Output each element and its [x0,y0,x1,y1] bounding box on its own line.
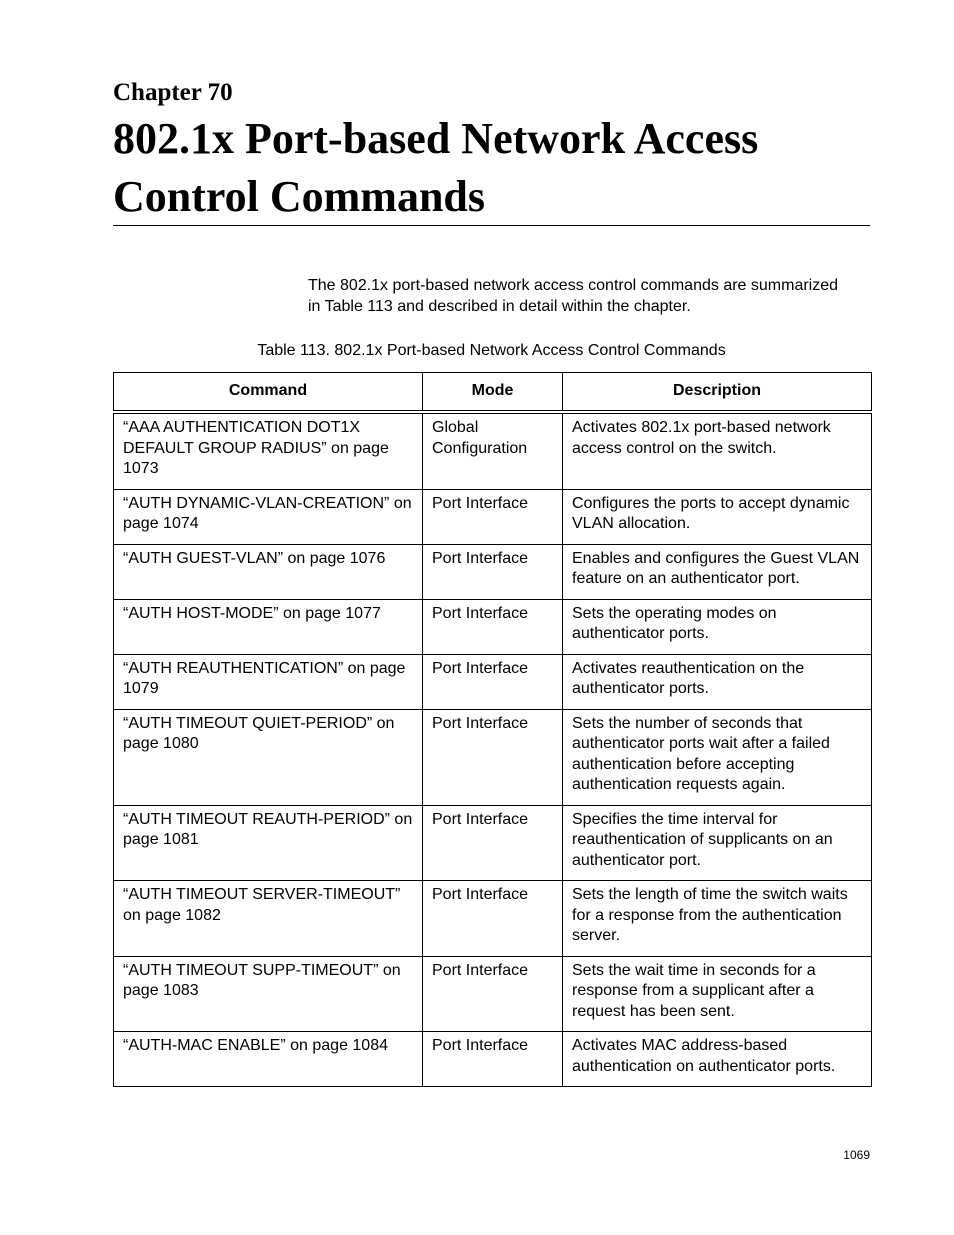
mode-cell: Port Interface [423,805,563,881]
command-link[interactable]: “AUTH TIMEOUT SUPP-TIMEOUT” on page 1083 [114,956,423,1032]
table-row [114,412,872,489]
description-cell: Activates MAC address-based authentication on authenticator ports. [563,1032,872,1087]
description-cell: Sets the length of time the switch waits for a response from the authentication server. [563,881,872,957]
header-description: Description [563,373,872,413]
header-command: Command [114,373,423,413]
description-cell: Activates reauthentication on the authenticator ports. [563,654,872,709]
table-row [114,805,872,881]
mode-cell: Port Interface [423,544,563,599]
table-caption: Table 113. 802.1x Port-based Network Access Control Commands [257,342,726,359]
table-row [114,489,872,544]
table-row [114,1032,872,1087]
table-row [114,544,872,599]
title-divider [113,225,870,226]
command-link[interactable]: “AUTH REAUTHENTICATION” on page 1079 [114,654,423,709]
description-cell: Sets the operating modes on authenticator ports. [563,599,872,654]
description-cell: Activates 802.1x port-based network access control on the switch. [563,412,872,489]
mode-cell: Port Interface [423,654,563,709]
table-row [114,956,872,1032]
command-link[interactable]: “AUTH TIMEOUT QUIET-PERIOD” on page 1080 [114,709,423,805]
mode-cell: Port Interface [423,956,563,1032]
mode-cell: Global Configuration [423,412,563,489]
command-link[interactable]: “AUTH GUEST-VLAN” on page 1076 [114,544,423,599]
mode-cell: Port Interface [423,489,563,544]
table-row [114,881,872,957]
description-cell: Enables and configures the Guest VLAN feature on an authenticator port. [563,544,872,599]
intro-paragraph: The 802.1x port-based network access control commands are summarized in Table 113 and described in detail within the chapter. [308,277,839,315]
command-link[interactable]: “AUTH-MAC ENABLE” on page 1084 [114,1032,423,1087]
command-link[interactable]: “AUTH HOST-MODE” on page 1077 [114,599,423,654]
chapter-label: Chapter 70 [113,79,233,106]
table-row [114,654,872,709]
description-cell: Sets the number of seconds that authenticator ports wait after a failed authentication before accepting authentication requests again. [563,709,872,805]
table-row [114,599,872,654]
mode-cell: Port Interface [423,1032,563,1087]
mode-cell: Port Interface [423,709,563,805]
description-cell: Specifies the time interval for reauthentication of supplicants on an authenticator port. [563,805,872,881]
mode-cell: Port Interface [423,881,563,957]
page-number: 1069 [843,1148,870,1162]
mode-cell: Port Interface [423,599,563,654]
header-mode: Mode [423,373,563,413]
table-row [114,709,872,805]
command-link[interactable]: “AUTH DYNAMIC-VLAN-CREATION” on page 1074 [114,489,423,544]
table-header-row [114,373,872,413]
command-link[interactable]: “AUTH TIMEOUT SERVER-TIMEOUT” on page 1082 [114,881,423,957]
description-cell: Configures the ports to accept dynamic VLAN allocation. [563,489,872,544]
command-link[interactable]: “AAA AUTHENTICATION DOT1X DEFAULT GROUP RADIUS” on page 1073 [114,412,423,489]
chapter-title: 802.1x Port-based Network Access Control Commands [113,114,759,221]
description-cell: Sets the wait time in seconds for a response from a supplicant after a request has been sent. [563,956,872,1032]
command-link[interactable]: “AUTH TIMEOUT REAUTH-PERIOD” on page 1081 [114,805,423,881]
commands-table [113,372,872,1087]
